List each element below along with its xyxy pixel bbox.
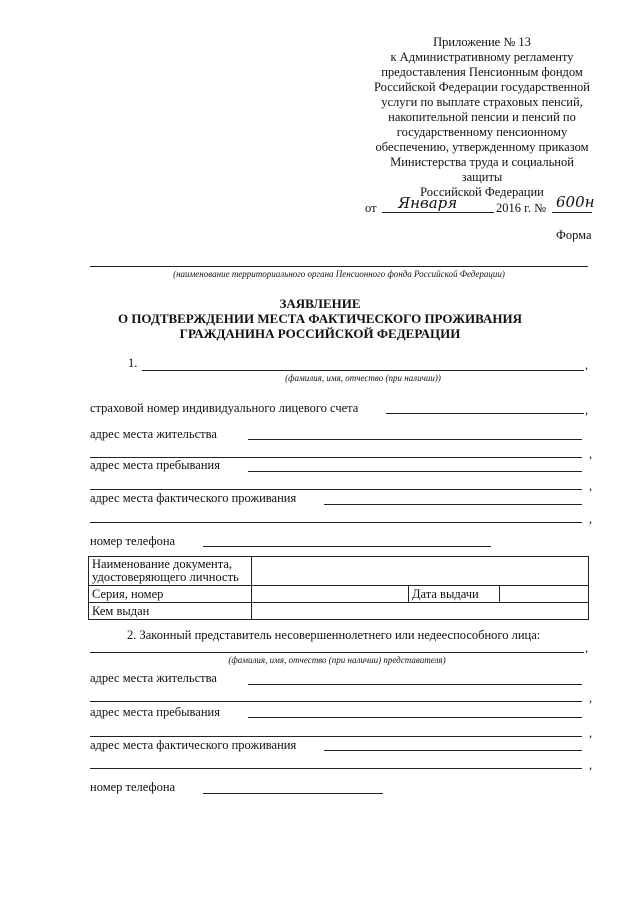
actual-residence-label: адрес места фактического проживания	[90, 491, 297, 505]
rep-stay-field-line2[interactable]	[90, 736, 582, 737]
header-line: к Административному регламенту	[390, 50, 574, 64]
rep-phone-field[interactable]	[203, 793, 383, 794]
residence-field[interactable]	[248, 439, 582, 440]
issue-date-label: Дата выдачи	[409, 586, 500, 603]
title-line: ЗАЯВЛЕНИЕ	[279, 296, 361, 311]
rep-residence-field-line2[interactable]	[90, 701, 582, 702]
section2-heading: 2. Законный представитель несовершеннолетнего или недееспособного лица:	[127, 628, 541, 642]
header-line: Приложение № 13	[433, 35, 531, 49]
representative-fio-caption: (фамилия, имя, отчество (при наличии) представителя)	[228, 655, 446, 665]
order-date-line	[382, 212, 494, 213]
header-line: Российской Федерации государственной	[374, 80, 590, 94]
rep-actual-residence-label: адрес места фактического проживания	[90, 738, 297, 752]
order-date-handwritten: Января	[398, 194, 458, 212]
issued-by-value[interactable]	[252, 603, 589, 620]
header-line: Российской Федерации	[420, 185, 544, 199]
order-number-handwritten: 600н	[556, 193, 595, 211]
header-line: обеспечению, утвержденному приказом	[375, 140, 589, 154]
comma: ,	[589, 758, 593, 772]
issue-date-value[interactable]	[500, 586, 589, 603]
comma: ,	[585, 641, 589, 655]
header-line: предоставления Пенсионным фондом	[381, 65, 583, 79]
fio-caption: (фамилия, имя, отчество (при наличии))	[285, 373, 441, 383]
identity-document-table	[88, 556, 589, 620]
form-label: Форма	[556, 228, 592, 242]
phone-label: номер телефона	[90, 534, 176, 548]
actual-residence-field[interactable]	[324, 504, 582, 505]
snils-label: страховой номер индивидуального лицевого счета	[90, 401, 359, 415]
title-line: О ПОДТВЕРЖДЕНИИ МЕСТА ФАКТИЧЕСКОГО ПРОЖИВАНИЯ	[117, 311, 523, 326]
header-line: услуги по выплате страховых пенсий,	[381, 95, 583, 109]
rep-phone-label: номер телефона	[90, 780, 176, 794]
rep-actual-residence-field[interactable]	[324, 750, 582, 751]
rep-stay-field[interactable]	[248, 717, 582, 718]
comma: ,	[585, 358, 589, 372]
header-line: защиты	[461, 170, 503, 184]
series-value[interactable]	[252, 586, 409, 603]
actual-residence-field-line2[interactable]	[90, 522, 582, 523]
comma: ,	[585, 403, 589, 417]
representative-fio-field[interactable]	[90, 652, 584, 653]
series-label: Серия, номер	[89, 586, 252, 603]
stay-field-line2[interactable]	[90, 489, 582, 490]
authority-line[interactable]	[90, 266, 588, 267]
header-line: государственному пенсионному	[396, 125, 568, 139]
title-line: ГРАЖДАНИНА РОССИЙСКОЙ ФЕДЕРАЦИИ	[179, 326, 461, 341]
stay-label: адрес места пребывания	[90, 458, 220, 472]
header-line: накопительной пенсии и пенсий по	[388, 110, 576, 124]
comma: ,	[589, 512, 593, 526]
comma: ,	[589, 726, 593, 740]
header-line: Министерства труда и социальной	[390, 155, 574, 169]
authority-caption: (наименование территориального органа Пенсионного фонда Российской Федерации)	[173, 269, 505, 279]
stay-field[interactable]	[248, 471, 582, 472]
phone-field[interactable]	[203, 546, 491, 547]
rep-residence-label: адрес места жительства	[90, 671, 217, 685]
comma: ,	[589, 479, 593, 493]
rep-actual-residence-field-line2[interactable]	[90, 768, 582, 769]
order-number-line	[552, 212, 592, 213]
rep-stay-label: адрес места пребывания	[90, 705, 220, 719]
comma: ,	[589, 447, 593, 461]
issued-by-label: Кем выдан	[89, 603, 252, 620]
order-year: 2016 г. №	[496, 201, 547, 215]
snils-field[interactable]	[386, 413, 584, 414]
fio-field[interactable]	[142, 370, 584, 371]
section1-number: 1.	[128, 356, 138, 370]
rep-residence-field[interactable]	[248, 684, 582, 685]
order-prefix: от	[365, 201, 377, 215]
residence-label: адрес места жительства	[90, 427, 217, 441]
doc-name-label: Наименование документа, удостоверяющего личность	[89, 557, 252, 586]
doc-name-value[interactable]	[252, 557, 589, 586]
comma: ,	[589, 691, 593, 705]
